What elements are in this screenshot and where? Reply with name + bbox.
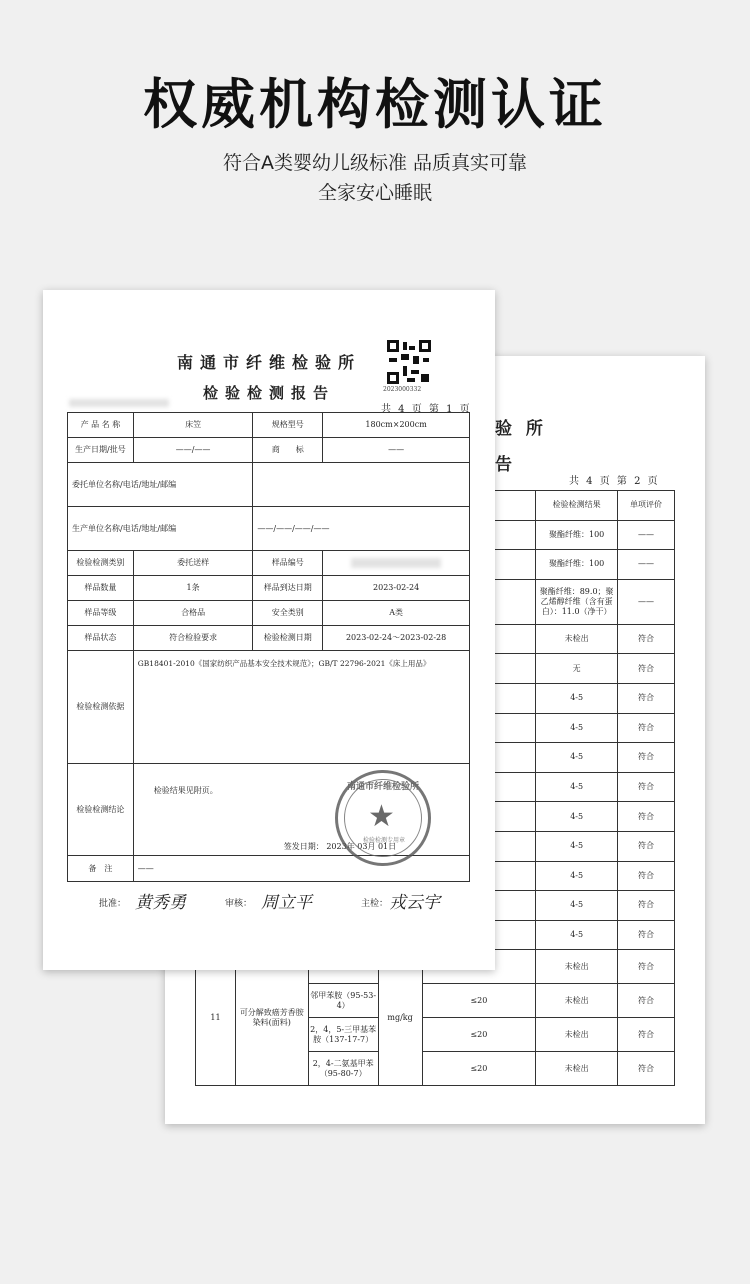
value-date-batch: ——/—— bbox=[133, 438, 253, 463]
test-result: 4-5 bbox=[536, 920, 618, 950]
back-page-note: 共 4 页 第 2 页 bbox=[569, 476, 660, 487]
amine-name: 2，4-二氨基甲苯（95-80-7） bbox=[308, 1052, 378, 1086]
value-safety: A类 bbox=[323, 601, 470, 626]
label-status: 样品状态 bbox=[68, 626, 134, 651]
label-safety: 安全类别 bbox=[253, 601, 323, 626]
test-result: 4-5 bbox=[536, 772, 618, 802]
subtitle-line-2: 全家安心睡眠 bbox=[317, 182, 432, 204]
amine-eval: 符合 bbox=[618, 984, 675, 1018]
fiber-eval: —— bbox=[618, 579, 675, 624]
test-eval: 符合 bbox=[618, 802, 675, 832]
amine-eval: 符合 bbox=[618, 1018, 675, 1052]
label-arrival: 样品到达日期 bbox=[253, 576, 323, 601]
approver-label: 批准： bbox=[99, 899, 127, 909]
item-unit: mg/kg bbox=[378, 950, 422, 1086]
test-result: 4-5 bbox=[536, 713, 618, 743]
fiber-result: 聚酯纤维：89.0；聚乙烯醇纤维（含有蛋白）：11.0（净干） bbox=[536, 579, 618, 624]
reviewer-label: 审核： bbox=[225, 899, 253, 909]
test-result: 4-5 bbox=[536, 831, 618, 861]
value-status: 符合检验要求 bbox=[133, 626, 253, 651]
stamp-text: 南通市纤维检验所 bbox=[346, 782, 419, 792]
test-eval: 符合 bbox=[618, 891, 675, 921]
issue-date: 签发日期： 2023年 03月 01日 bbox=[283, 842, 397, 851]
amine-limit: ≤20 bbox=[422, 984, 536, 1018]
inspector-signature: 戎云宇 bbox=[389, 893, 440, 913]
fiber-eval: —— bbox=[618, 520, 675, 550]
value-test-date: 2023-02-24～2023-02-28 bbox=[323, 626, 470, 651]
official-stamp bbox=[335, 770, 431, 866]
value-sample-no bbox=[323, 551, 470, 576]
value-spec: 180cm×200cm bbox=[323, 413, 470, 438]
label-quantity: 样品数量 bbox=[68, 576, 134, 601]
redacted-report-id bbox=[69, 399, 169, 407]
amine-result: 未检出 bbox=[536, 1018, 618, 1052]
item-name: 可分解致癌芳香胺染料(面料) bbox=[235, 950, 308, 1086]
label-test-date: 检验检测日期 bbox=[253, 626, 323, 651]
amine-eval: 符合 bbox=[618, 950, 675, 984]
value-client bbox=[253, 463, 470, 507]
amine-limit: ≤20 bbox=[422, 1018, 536, 1052]
label-producer: 生产单位名称/电话/地址/邮编 bbox=[68, 507, 253, 551]
test-eval: 符合 bbox=[618, 772, 675, 802]
amine-result: 未检出 bbox=[536, 984, 618, 1018]
value-brand: —— bbox=[323, 438, 470, 463]
test-result: 未检出 bbox=[536, 624, 618, 654]
label-remark: 备 注 bbox=[68, 856, 134, 882]
report-title: 检验检测报告 bbox=[202, 384, 335, 402]
stamp-subtext: 检验检测专用章 bbox=[362, 837, 405, 844]
label-grade: 样品等级 bbox=[68, 601, 134, 626]
label-client: 委托单位名称/电话/地址/邮编 bbox=[68, 463, 253, 507]
value-quantity: 1条 bbox=[133, 576, 253, 601]
test-result: 4-5 bbox=[536, 683, 618, 713]
label-product-name: 产 品 名 称 bbox=[68, 413, 134, 438]
qr-code bbox=[387, 340, 431, 384]
test-eval: 符合 bbox=[618, 654, 675, 684]
amine-eval: 符合 bbox=[618, 1052, 675, 1086]
amine-name: 2，4，5-三甲基苯胺（137-17-7） bbox=[308, 1018, 378, 1052]
label-conclusion: 检验检测结论 bbox=[68, 764, 134, 856]
test-result: 4-5 bbox=[536, 861, 618, 891]
inspector-label: 主检： bbox=[361, 899, 389, 909]
front-page-note: 共 4 页 第 1 页 bbox=[381, 404, 472, 415]
qr-number: 2023000332 bbox=[383, 386, 422, 393]
amine-result: 未检出 bbox=[536, 950, 618, 984]
back-title-fragment-1: 验 所 bbox=[495, 419, 547, 439]
test-eval: 符合 bbox=[618, 713, 675, 743]
test-result: 4-5 bbox=[536, 743, 618, 773]
star-icon: ★ bbox=[368, 799, 395, 834]
label-basis: 检验检测依据 bbox=[68, 651, 134, 764]
value-product-name: 床笠 bbox=[133, 413, 253, 438]
amine-result: 未检出 bbox=[536, 1052, 618, 1086]
report-page-1 bbox=[43, 290, 495, 970]
approver-signature: 黄秀勇 bbox=[135, 893, 186, 913]
label-category: 检验检测类别 bbox=[68, 551, 134, 576]
test-eval: 符合 bbox=[618, 831, 675, 861]
institute-name: 南通市纤维检验所 bbox=[176, 353, 361, 372]
fiber-result: 聚酯纤维：100 bbox=[536, 520, 618, 550]
amine-limit: ≤20 bbox=[422, 1052, 536, 1086]
subtitle-line-1: 符合A类婴幼儿级标准 品质真实可靠 bbox=[222, 152, 528, 174]
test-eval: 符合 bbox=[618, 861, 675, 891]
label-spec: 规格型号 bbox=[253, 413, 323, 438]
label-date-batch: 生产日期/批号 bbox=[68, 438, 134, 463]
value-grade: 合格品 bbox=[133, 601, 253, 626]
value-producer: ——/——/——/—— bbox=[253, 507, 470, 551]
fiber-eval: —— bbox=[618, 550, 675, 580]
test-result: 无 bbox=[536, 654, 618, 684]
value-remark: —— bbox=[133, 856, 469, 882]
page-headline: 权威机构检测认证 bbox=[143, 73, 607, 136]
value-arrival: 2023-02-24 bbox=[323, 576, 470, 601]
test-eval: 符合 bbox=[618, 920, 675, 950]
test-eval: 符合 bbox=[618, 743, 675, 773]
test-eval: 符合 bbox=[618, 683, 675, 713]
col-result: 检验检测结果 bbox=[536, 491, 618, 521]
label-brand: 商 标 bbox=[253, 438, 323, 463]
back-title-fragment-2: 告 bbox=[495, 455, 516, 475]
value-category: 委托送样 bbox=[133, 551, 253, 576]
amine-name: 邻甲苯胺（95-53-4） bbox=[308, 984, 378, 1018]
fiber-result: 聚酯纤维：100 bbox=[536, 550, 618, 580]
label-sample-no: 样品编号 bbox=[253, 551, 323, 576]
reviewer-signature: 周立平 bbox=[261, 893, 312, 913]
conclusion-text: 检验结果见附页。 bbox=[153, 786, 218, 795]
value-basis: GB18401-2010《国家纺织产品基本安全技术规范》；GB/T 22796-2021《床上用品》 bbox=[133, 651, 469, 764]
test-eval: 符合 bbox=[618, 624, 675, 654]
item-no: 11 bbox=[196, 950, 236, 1086]
test-result: 4-5 bbox=[536, 802, 618, 832]
col-eval: 单项评价 bbox=[618, 491, 675, 521]
test-result: 4-5 bbox=[536, 891, 618, 921]
